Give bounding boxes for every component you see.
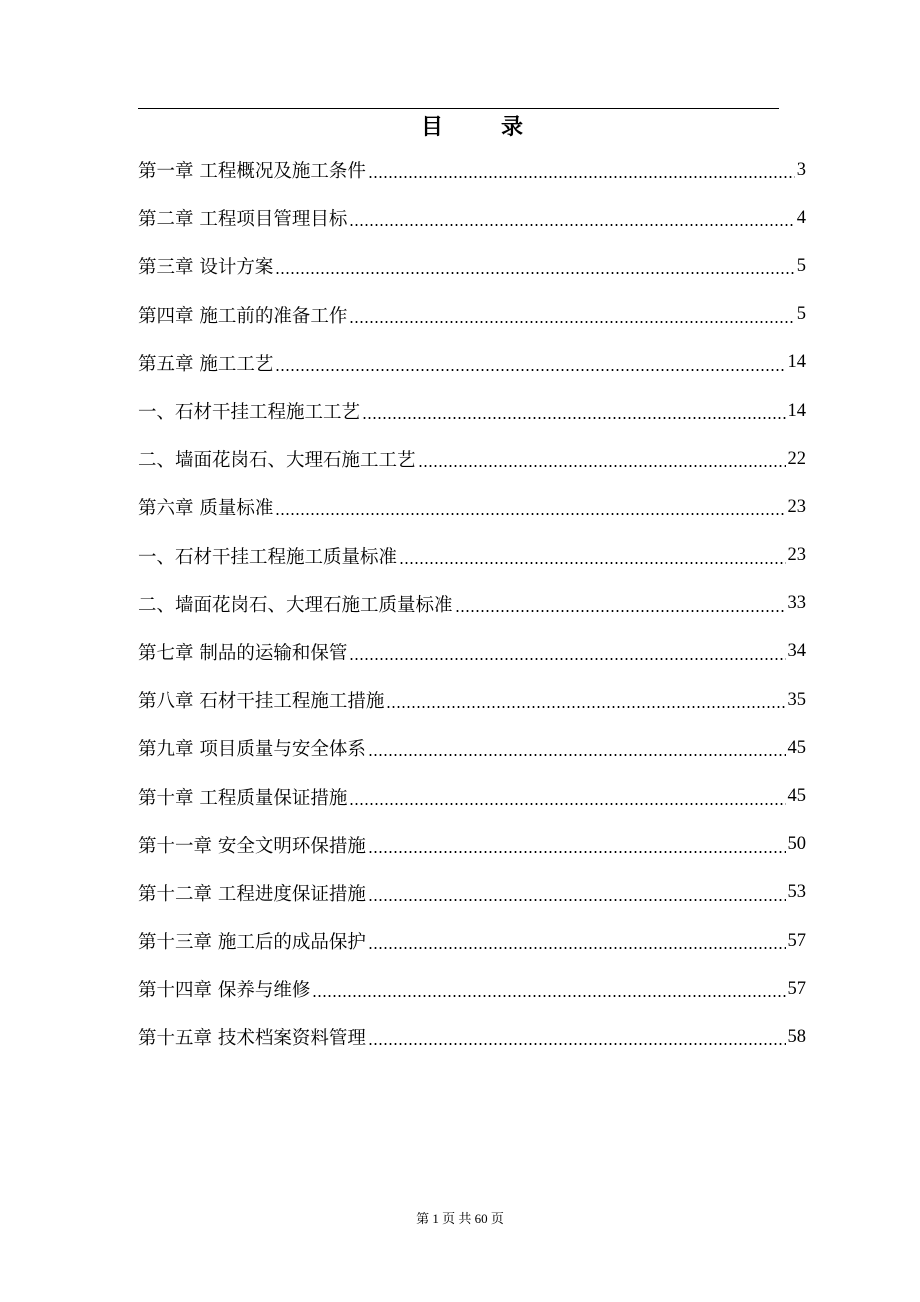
toc-entry-page: 23 [787, 496, 806, 517]
dot-leader [368, 898, 786, 902]
dot-leader [349, 320, 794, 324]
toc-entry[interactable] [138, 435, 806, 483]
toc-entry-label: 第五章 施工工艺 [138, 353, 274, 375]
dot-leader [368, 850, 786, 854]
page-footer: 第 1 页 共 60 页 [416, 1211, 504, 1226]
dot-leader [368, 175, 795, 179]
toc-entry-label: 第四章 施工前的准备工作 [138, 305, 348, 327]
toc-entry-page: 5 [796, 255, 806, 276]
toc-entry-label: 第一章 工程概况及施工条件 [138, 161, 366, 183]
dot-leader [368, 753, 786, 757]
dot-leader [349, 802, 785, 806]
toc-entry-page: 22 [787, 448, 806, 469]
toc-entry-label: 第六章 质量标准 [138, 498, 274, 520]
dot-leader [275, 271, 794, 275]
toc-entry[interactable] [138, 339, 806, 387]
toc-entry[interactable] [138, 242, 806, 290]
toc-list [138, 146, 806, 1062]
toc-entry[interactable] [138, 676, 806, 724]
toc-entry[interactable] [138, 628, 806, 676]
dot-leader [455, 609, 786, 613]
toc-entry-label: 第十一章 安全文明环保措施 [138, 835, 366, 857]
dot-leader [399, 561, 785, 565]
toc-entry-label: 第十章 工程质量保证措施 [138, 787, 348, 809]
toc-entry-page: 14 [787, 352, 806, 373]
dot-leader [418, 464, 786, 468]
header-rule [138, 108, 779, 109]
toc-entry[interactable] [138, 194, 806, 242]
dot-leader [368, 946, 786, 950]
toc-entry-label: 二、墙面花岗石、大理石施工质量标准 [138, 594, 453, 616]
toc-entry[interactable] [138, 291, 806, 339]
toc-title-char-2: 录 [501, 115, 524, 140]
toc-entry-label: 二、墙面花岗石、大理石施工工艺 [138, 450, 416, 472]
toc-entry[interactable] [138, 965, 806, 1013]
toc-title-char-1: 目 [420, 115, 443, 140]
toc-entry-label: 第八章 石材干挂工程施工措施 [138, 691, 385, 713]
toc-entry-page: 4 [796, 207, 806, 228]
toc-entry-page: 53 [787, 882, 806, 903]
toc-entry[interactable] [138, 580, 806, 628]
dot-leader [275, 512, 785, 516]
dot-leader [275, 368, 785, 372]
toc-entry-page: 14 [787, 400, 806, 421]
toc-entry[interactable] [138, 821, 806, 869]
toc-title [138, 110, 806, 146]
toc-entry-page: 45 [787, 786, 806, 807]
toc-entry-label: 第十三章 施工后的成品保护 [138, 932, 366, 954]
toc-entry-page: 3 [796, 159, 806, 180]
dot-leader [349, 223, 794, 227]
toc-entry-label: 一、石材干挂工程施工质量标准 [138, 546, 398, 568]
toc-entry-label: 第七章 制品的运输和保管 [138, 642, 348, 664]
toc-entry-page: 23 [787, 545, 806, 566]
toc-entry-label: 一、石材干挂工程施工工艺 [138, 402, 361, 424]
toc-entry[interactable] [138, 724, 806, 772]
toc-entry-page: 5 [796, 304, 806, 325]
dot-leader [349, 657, 785, 661]
toc-entry-label: 第十二章 工程进度保证措施 [138, 883, 366, 905]
toc-entry[interactable] [138, 532, 806, 580]
toc-entry-page: 57 [787, 930, 806, 951]
toc-entry-page: 57 [787, 978, 806, 999]
toc-entry-page: 50 [787, 834, 806, 855]
toc-entry-page: 58 [787, 1026, 806, 1047]
toc-entry-page: 34 [787, 641, 806, 662]
toc-entry[interactable] [138, 772, 806, 820]
toc-entry[interactable] [138, 869, 806, 917]
dot-leader [362, 416, 785, 420]
dot-leader [386, 705, 785, 709]
toc-entry[interactable] [138, 387, 806, 435]
toc-entry-label: 第三章 设计方案 [138, 257, 274, 279]
toc-entry[interactable] [138, 1013, 806, 1061]
dot-leader [312, 994, 785, 998]
dot-leader [368, 1042, 786, 1046]
toc-entry[interactable] [138, 146, 806, 194]
toc-entry[interactable] [138, 483, 806, 531]
toc-entry-page: 35 [787, 689, 806, 710]
toc-entry[interactable] [138, 917, 806, 965]
toc-entry-label: 第二章 工程项目管理目标 [138, 209, 348, 231]
toc-entry-label: 第十五章 技术档案资料管理 [138, 1028, 366, 1050]
toc-entry-page: 45 [787, 737, 806, 758]
toc-entry-label: 第九章 项目质量与安全体系 [138, 739, 366, 761]
toc-entry-page: 33 [787, 593, 806, 614]
toc-entry-label: 第十四章 保养与维修 [138, 980, 311, 1002]
